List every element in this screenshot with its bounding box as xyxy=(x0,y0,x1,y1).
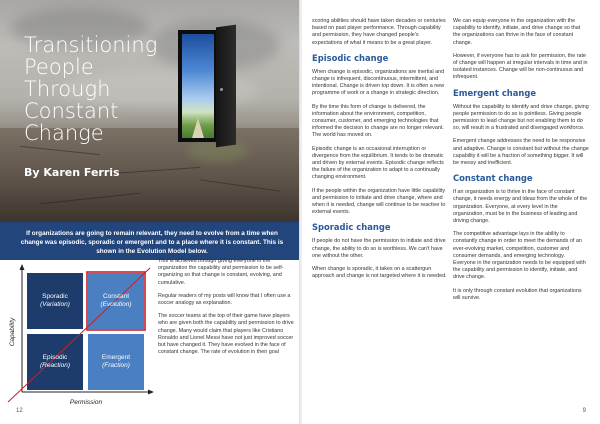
right-column-1 xyxy=(312,18,448,286)
y-axis-arrow xyxy=(20,264,25,270)
paragraph: Regular readers of my posts will know that I often use a soccer analogy as explanation. xyxy=(158,292,291,307)
paragraph: When change is sporadic, it takes on a scattergun approach and change is not targeted where it is needed. xyxy=(312,266,447,280)
title-line: Change xyxy=(24,121,104,145)
paragraph: By the time this form of change is delivered, the information about the environment, competition, consumer, customer, and emerging technologies that informed the decision to change are no longer relevant. The world has moved on. xyxy=(312,103,444,139)
paragraph: scoring abilities should have taken decades or centuries based on past player performance. Through capability and permission, they have changed people's expectations of what it means to be a great player. xyxy=(312,18,446,46)
quadrant-label-constant: Constant xyxy=(102,293,130,300)
quadrant-sub-constant: (Evolution) xyxy=(100,301,132,308)
paragraph: The soccer teams at the top of their game have players who are given both the capability and permission to drive change. Many would claim that players like Cristiano Ronaldo and Lionel Messi have not just improved soccer but have changed it. They have evolved in the face of constant change. The rate of evolution in their goal xyxy=(158,313,294,356)
paragraph: If an organization is to thrive in the face of constant change, it needs energy and ideas from the whole of the organization. Everyone, at every level in the organization, must be in the business of leading and driving change. xyxy=(453,189,588,225)
quadrant-sub-sporadic: (Variation) xyxy=(40,301,70,308)
left-body-text xyxy=(158,258,294,362)
paragraph: However, if everyone has to ask for permission, the rate of change will happen at irregular intervals in time and in isolated instances. Change will be non-continuous and infrequent. xyxy=(453,52,588,81)
paragraph: When change is episodic, organizations are inertial and change is infrequent, discontinuous, intermittent, and intentional. Change is driven top down. It is often a new programme of work or a change in strategic direction. xyxy=(312,68,445,97)
paragraph: Emergent change addresses the need to be responsive and adaptive. Change is constant but without the change capability it will be a fraction of something bigger. It will be messy and inefficient. xyxy=(453,138,589,167)
open-door xyxy=(216,25,236,148)
right-column-2 xyxy=(453,18,589,308)
y-axis-label: Capability xyxy=(9,317,16,347)
evolution-model-chart xyxy=(0,262,155,410)
banner-text: If organizations are going to remain relevant, they need to evolve from a time when change was episodic, sporadic or emergent and to a place where it is constant. This is shown in the Evolution Model below. xyxy=(20,230,284,255)
heading-sporadic-change: Sporadic change xyxy=(312,222,391,233)
article-title xyxy=(24,34,157,144)
x-axis-arrow xyxy=(148,390,154,395)
paragraph: This is achieved through giving everyone in the organization the capability and permission to be self-organizing so that change is constant, evolving, and cumulative. xyxy=(158,258,284,286)
paragraph: If people do not have the permission to initiate and drive change, the ability to do so is worthless. We can't have one without the other. xyxy=(312,238,446,259)
hero-image xyxy=(0,0,300,222)
author-byline: By Karen Ferris xyxy=(24,166,120,179)
title-line: Through xyxy=(24,77,111,101)
paragraph: If the people within the organization have little capability and permission to initiate and drive change, where and when it is needed, change will continue to be reactive to external events. xyxy=(312,187,446,216)
intro-banner xyxy=(0,222,300,260)
x-axis-label: Permission xyxy=(69,399,103,406)
title-line: Constant xyxy=(24,99,119,123)
page-number-right: 9 xyxy=(582,408,586,414)
heading-emergent-change: Emergent change xyxy=(453,87,537,98)
right-page xyxy=(302,0,600,424)
heading-episodic-change: Episodic change xyxy=(312,52,389,63)
quadrant-label-episodic: Episodic xyxy=(42,354,68,361)
paragraph: Without the capability to identify and drive change, giving people permission to do so is pointless. Giving people permission to lead change but not enabling them to do so, will result in a frustrated and disengaged workforce. xyxy=(453,103,589,132)
quadrant-sub-episodic: (Reaction) xyxy=(40,362,70,369)
quadrant-sub-emergent: (Fraction) xyxy=(102,362,130,369)
heading-constant-change: Constant change xyxy=(453,173,533,184)
paragraph: Episodic change is an occasional interruption or divergence from the equilibrium. It tends to be dramatic and driven by external events. Episodic change reflects the failure of the organization to adapt to a continually changing environment. xyxy=(312,145,444,181)
title-line: People xyxy=(24,55,94,79)
paragraph: It is only through constant evolution that organizations will survive. xyxy=(453,287,582,301)
paragraph: We can equip everyone in the organization with the capability to identify, initiate, and drive change so that the organizations can thrive in the face of constant change. xyxy=(453,18,581,46)
quadrant-label-emergent: Emergent xyxy=(101,354,131,361)
paragraph: The competitive advantage lays in the ability to constantly change in order to meet the demands of an ever-evolving market, competition, customer and consumer demands, and emerging technology. Everyone in the organization needs to be equipped with the capability and permission to identify, initiate, and drive change. xyxy=(453,231,586,281)
quadrant-label-sporadic: Sporadic xyxy=(42,293,68,300)
page-number-left: 12 xyxy=(16,408,23,414)
title-line: Transitioning xyxy=(24,33,158,57)
